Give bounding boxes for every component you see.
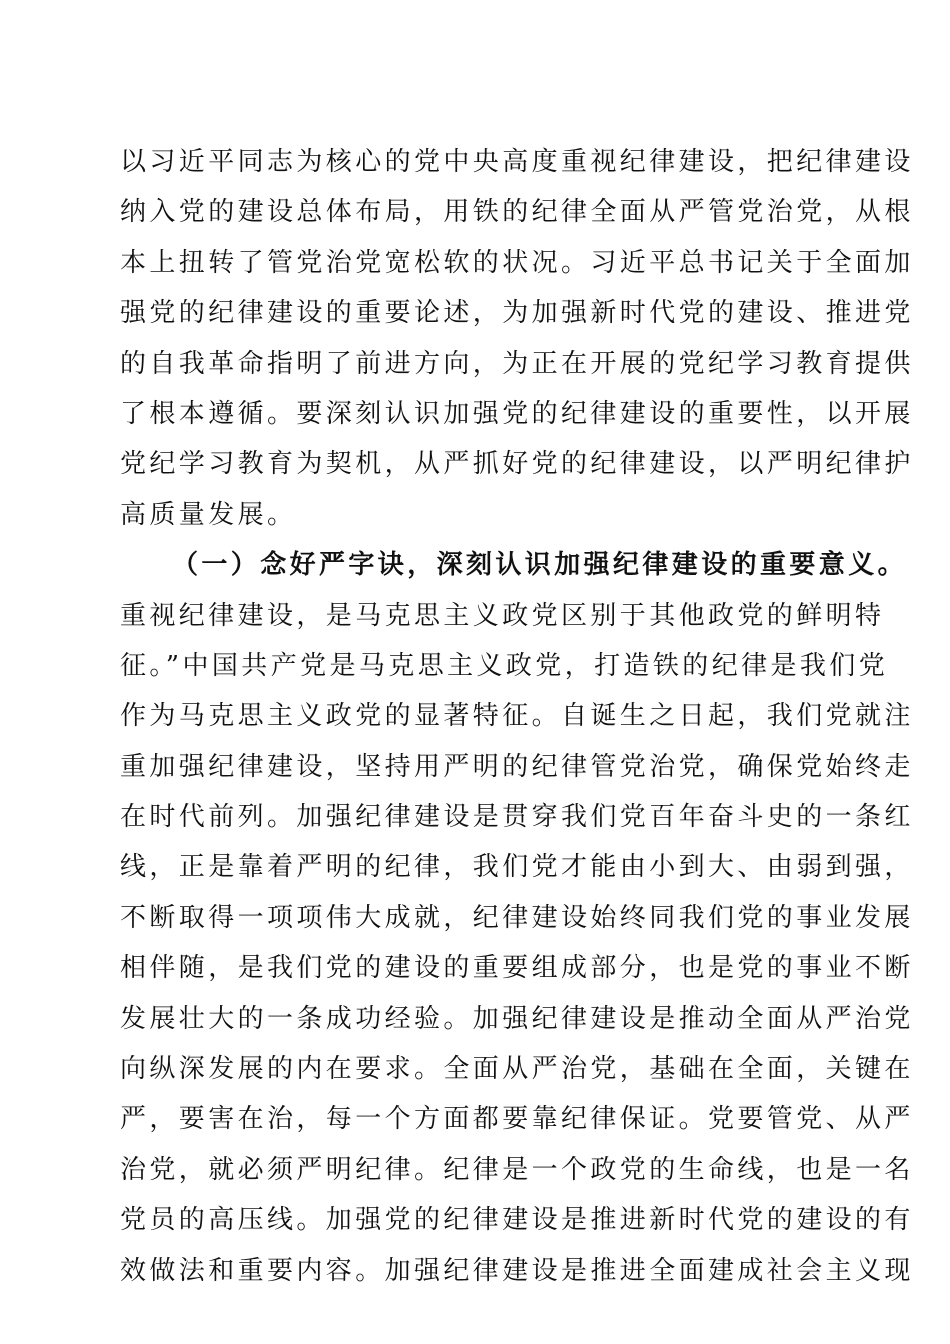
text-line-23: 效做法和重要内容。加强纪律建设是推进全面建成社会主义现	[120, 1255, 914, 1286]
text-line-15: 线，正是靠着严明的纪律，我们党才能由小到大、由弱到强，	[120, 852, 914, 883]
text-line-2: 纳入党的建设总体布局，用铁的纪律全面从严管党治党，从根	[120, 197, 914, 228]
section-heading: （一）念好严字诀，深刻认识加强纪律建设的重要意义。	[172, 550, 908, 581]
text-line-6: 了根本遵循。要深刻认识加强党的纪律建设的重要性，以开展	[120, 398, 914, 429]
text-line-5: 的自我革命指明了前进方向，为正在开展的党纪学习教育提供	[120, 348, 914, 379]
text-line-21: 治党，就必须严明纪律。纪律是一个政党的生命线，也是一名	[120, 1154, 914, 1185]
text-line-22: 党员的高压线。加强党的纪律建设是推进新时代党的建设的有	[120, 1205, 914, 1236]
text-line-11: 征。”中国共产党是马克思主义政党，打造铁的纪律是我们党	[120, 650, 889, 681]
text-line-8: 高质量发展。	[120, 499, 297, 530]
text-line-16: 不断取得一项项伟大成就，纪律建设始终同我们党的事业发展	[120, 902, 914, 933]
text-line-1: 以习近平同志为核心的党中央高度重视纪律建设，把纪律建设	[120, 147, 914, 177]
text-line-20: 严，要害在治，每一个方面都要靠纪律保证。党要管党、从严	[120, 1104, 914, 1135]
text-line-17: 相伴随，是我们党的建设的重要组成部分，也是党的事业不断	[120, 953, 914, 984]
text-line-3: 本上扭转了管党治党宽松软的状况。习近平总书记关于全面加	[120, 247, 914, 278]
text-line-19: 向纵深发展的内在要求。全面从严治党，基础在全面，关键在	[120, 1054, 914, 1085]
text-line-4: 强党的纪律建设的重要论述，为加强新时代党的建设、推进党	[120, 298, 914, 329]
text-line-14: 在时代前列。加强纪律建设是贯穿我们党百年奋斗史的一条红	[120, 802, 914, 833]
text-line-12: 作为马克思主义政党的显著特征。自诞生之日起，我们党就注	[120, 701, 914, 732]
body-text	[120, 137, 914, 1296]
text-line-7: 党纪学习教育为契机，从严抓好党的纪律建设，以严明纪律护	[120, 449, 914, 480]
text-line-10: 重视纪律建设，是马克思主义政党区别于其他政党的鲜明特	[120, 600, 885, 631]
text-line-18: 发展壮大的一条成功经验。加强纪律建设是推动全面从严治党	[120, 1003, 914, 1034]
text-line-13: 重加强纪律建设，坚持用严明的纪律管党治党，确保党始终走	[120, 751, 914, 782]
